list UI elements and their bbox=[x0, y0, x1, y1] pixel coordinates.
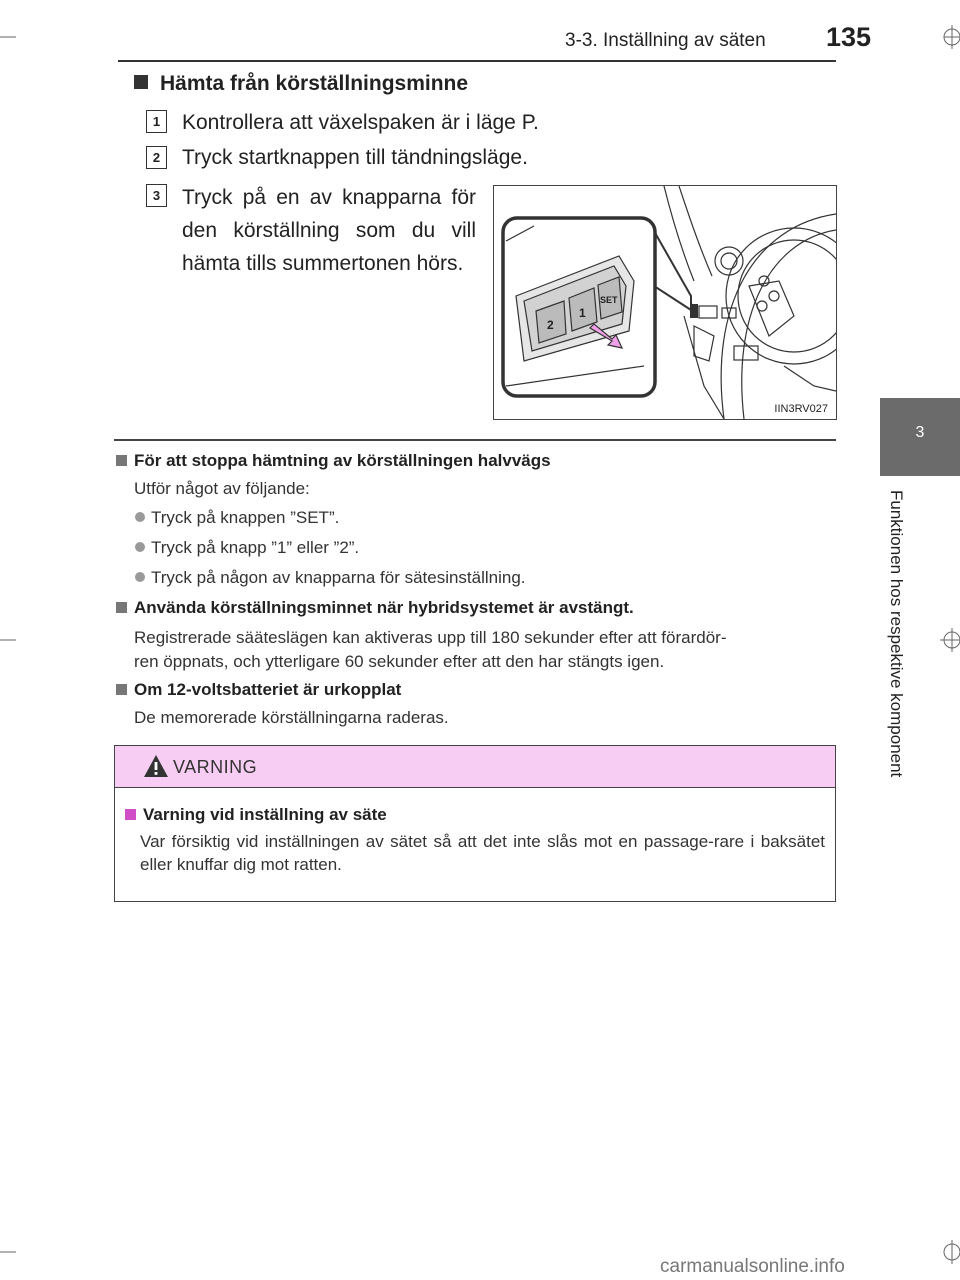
bullet-item: Tryck på knappen ”SET”. bbox=[135, 507, 339, 529]
page-number: 135 bbox=[826, 22, 872, 52]
step-text: Tryck startknappen till tändningsläge. bbox=[182, 146, 528, 169]
note-body: De memorerade körställningarna raderas. bbox=[134, 708, 449, 727]
note-body: ren öppnats, och ytterligare 60 sekunder efter att den har stängts igen. bbox=[134, 652, 665, 671]
bullet-item: Tryck på någon av knapparna för sätesinställning. bbox=[135, 567, 526, 589]
chapter-tab bbox=[880, 398, 960, 476]
warning-box bbox=[114, 745, 836, 902]
figure-code: IIN3RV027 bbox=[774, 403, 828, 415]
note-heading: Om 12-voltsbatteriet är urkopplat bbox=[116, 680, 401, 700]
bullet-dot-icon bbox=[135, 542, 145, 552]
set-button-label: SET bbox=[600, 295, 618, 305]
step-number: 2 bbox=[146, 146, 167, 169]
note-square-icon bbox=[116, 684, 127, 695]
chapter-side-label bbox=[886, 490, 918, 830]
memory-button-illustration bbox=[493, 185, 837, 420]
step-number: 1 bbox=[146, 110, 167, 133]
warning-text: Var försiktig vid inställningen av sätet så att det inte slås mot en passage-rare i baksätet eller knuffar dig mot ratten. bbox=[140, 832, 825, 874]
bullet-dot-icon bbox=[135, 572, 145, 582]
bullet-dot-icon bbox=[135, 512, 145, 522]
memory-button-1-label: 1 bbox=[579, 306, 586, 320]
section-divider bbox=[114, 439, 836, 441]
heading-square-icon bbox=[134, 75, 148, 89]
memory-button-2-label: 2 bbox=[547, 318, 554, 332]
warning-heading: Varning vid inställning av säte bbox=[125, 805, 387, 825]
warning-square-icon bbox=[125, 809, 136, 820]
chapter-title: Funktionen hos respektive komponent bbox=[887, 490, 906, 778]
note-square-icon bbox=[116, 455, 127, 466]
main-heading: Hämta från körställningsminne bbox=[134, 72, 468, 96]
step-text: Kontrollera att växelspaken är i läge P. bbox=[182, 111, 539, 134]
warning-header bbox=[115, 746, 835, 788]
warning-triangle-icon bbox=[143, 754, 169, 778]
warning-title: VARNING bbox=[173, 757, 258, 777]
note-body: Registrerade sääteslägen kan aktiveras upp till 180 sekunder efter att förardör- bbox=[134, 628, 727, 647]
chapter-number: 3 bbox=[915, 424, 925, 441]
section-title: 3-3. Inställning av säten bbox=[565, 30, 766, 51]
note-body: Utför något av följande: bbox=[134, 479, 310, 498]
note-heading: För att stoppa hämtning av körställningen halvvägs bbox=[116, 451, 551, 471]
step-number: 3 bbox=[146, 184, 167, 207]
header-rule bbox=[118, 60, 836, 62]
dashboard-drawing bbox=[494, 186, 836, 419]
footer-watermark: carmanualsonline.info bbox=[660, 1256, 845, 1277]
bullet-item: Tryck på knapp ”1” eller ”2”. bbox=[135, 537, 359, 559]
note-heading: Använda körställningsminnet när hybridsystemet är avstängt. bbox=[116, 598, 634, 618]
step-text: Tryck på en av knapparna för den körställning som du vill hämta tills summertonen hörs. bbox=[182, 186, 476, 275]
note-square-icon bbox=[116, 602, 127, 613]
